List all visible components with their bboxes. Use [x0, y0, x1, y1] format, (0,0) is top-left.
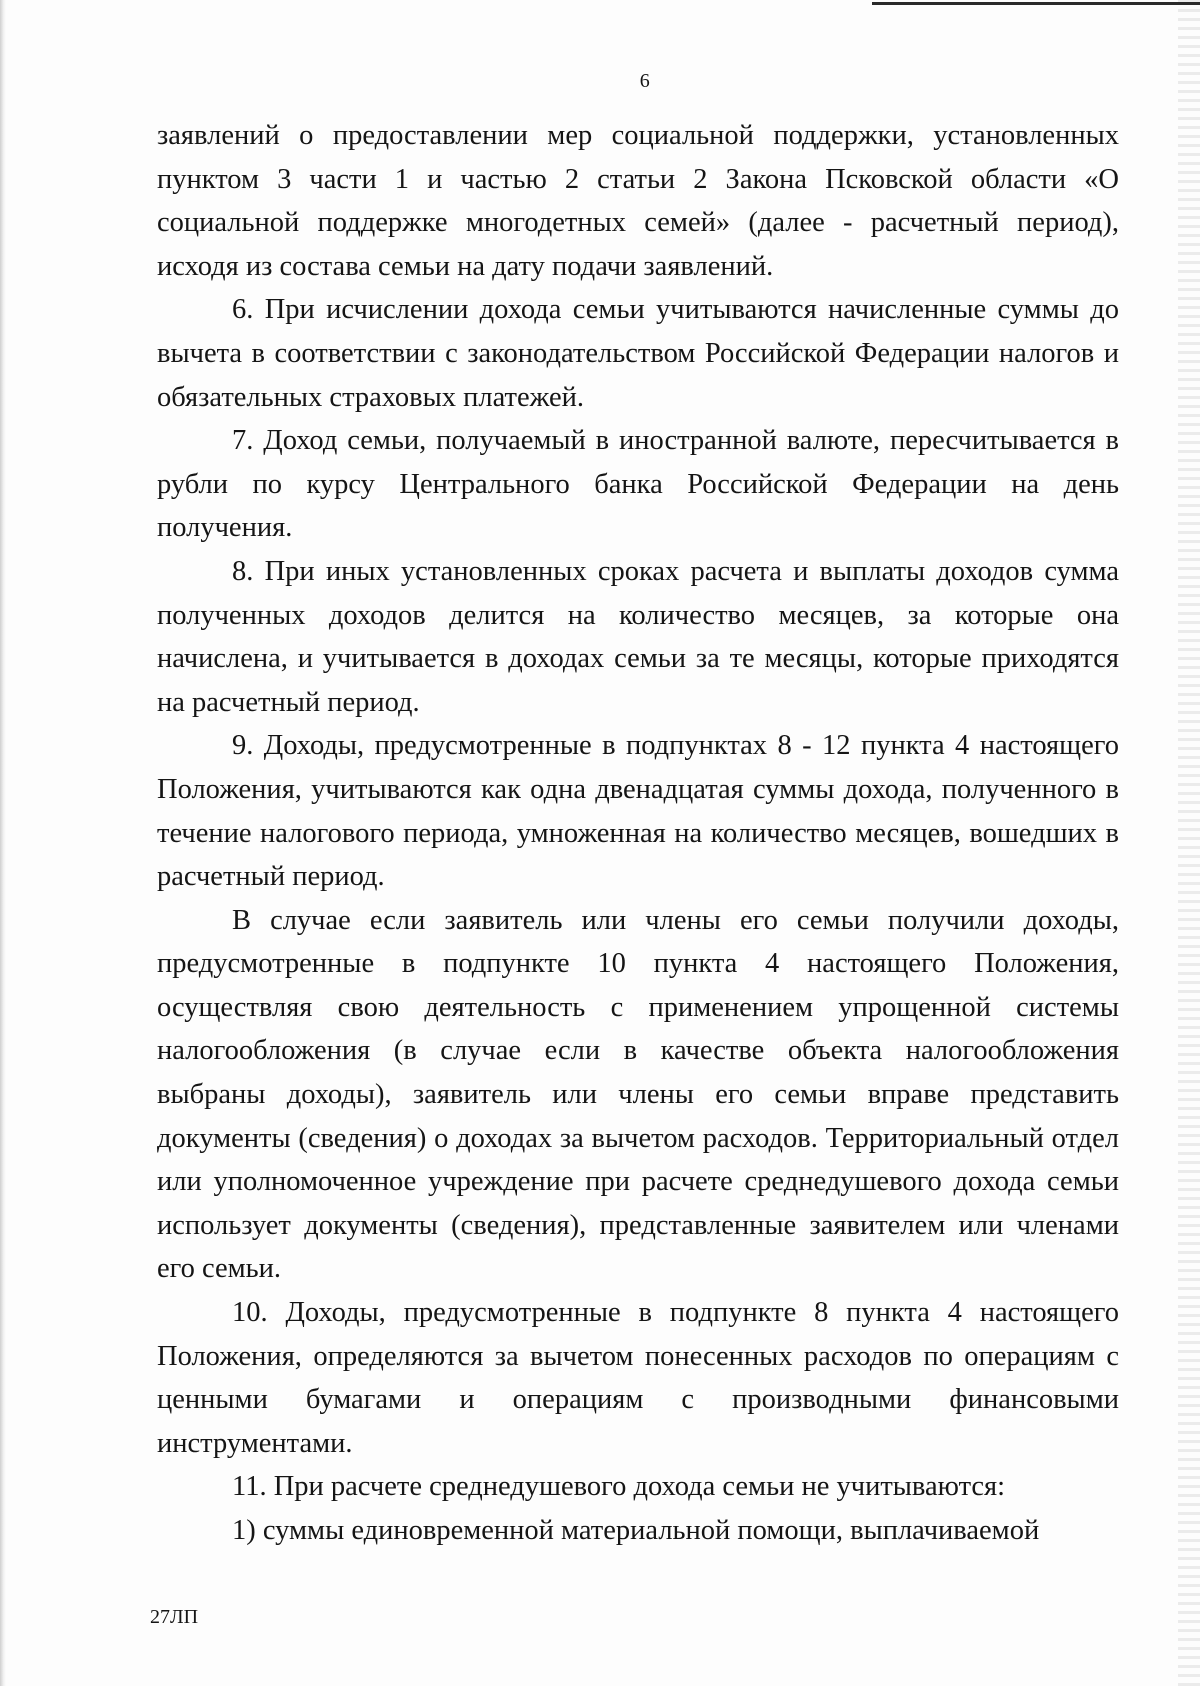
scan-edge-right — [1178, 0, 1200, 1686]
paragraph-10: 10. Доходы, предусмотренные в подпункте 8 пункта 4 настоящего Положения, определяются за вычетом понесенных расходов по операциям с ценными бумагами и операциям с производными финансовыми инструментами. — [157, 1297, 1119, 1459]
paragraph-9-continued: В случае если заявитель или члены его семьи получили доходы, предусмотренные в подпункте 10 пункта 4 настоящего Положения, осуществляя свою деятельность с применением упрощенной системы налогообложения (в случае если в качестве объекта налогообложения выбраны доходы), заявитель или члены его семьи вправе представить документы (сведения) о доходах за вычетом расходов. Территориальный отдел или уполномоченное учреждение при расчете среднедушевого дохода семьи использует документы (сведения), представленные заявителем или членами его семьи. — [157, 904, 1119, 1285]
paragraph-9: 9. Доходы, предусмотренные в подпунктах 8 - 12 пункта 4 настоящего Положения, учитываются как одна двенадцатая суммы дохода, полученного в течение налогового периода, умноженная на количество месяцев, вошедших в расчетный период. — [157, 730, 1119, 893]
document-body — [157, 114, 1119, 1553]
paragraph-8: 8. При иных установленных сроках расчета и выплаты доходов сумма полученных доходов делится на количество месяцев, за которые она начислена, и учитывается в доходах семьи за те месяцы, которые приходятся на расчетный период. — [157, 555, 1119, 718]
paragraph-11-item-1: 1) суммы единовременной материальной помощи, выплачиваемой — [232, 1515, 1040, 1546]
footer-code: 27ЛП — [150, 1606, 199, 1628]
paragraph-7: 7. Доход семьи, получаемый в иностранной валюте, пересчитывается в рубли по курсу Центрального банка Российской Федерации на день получения. — [157, 425, 1119, 544]
paragraph-continuation: заявлений о предоставлении мер социальной поддержки, установленных пунктом 3 части 1 и частью 2 статьи 2 Закона Псковской области «О социальной поддержке многодетных семей» (далее - расчетный период), исходя из состава семьи на дату подачи заявлений. — [157, 120, 1119, 282]
paragraph-11: 11. При расчете среднедушевого дохода семьи не учитываются: — [232, 1471, 1006, 1503]
scan-top-line — [872, 2, 1200, 5]
paragraph-6: 6. При исчислении дохода семьи учитываются начисленные суммы до вычета в соответствии с законодательством Российской Федерации налогов и обязательных страховых платежей. — [157, 294, 1119, 413]
scan-edge-left — [0, 0, 6, 1686]
page-number: 6 — [639, 70, 651, 92]
